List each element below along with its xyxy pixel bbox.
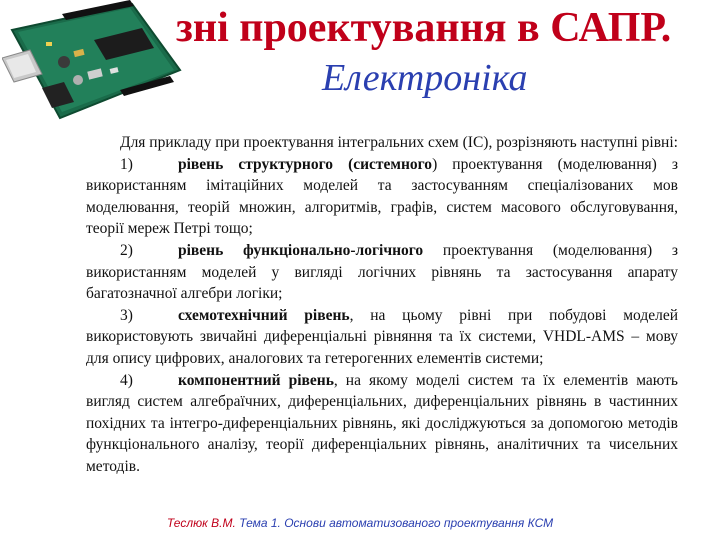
footer-topic-name: Основи автоматизованого проектування КСМ <box>284 516 554 530</box>
item-bold-term: рівень структурного (системного <box>178 155 433 173</box>
item-bold-term: компонентний рівень <box>178 371 334 389</box>
item-bold-term: схемотехнічний рівень <box>178 306 350 324</box>
slide-subtitle: Електроніка <box>322 57 528 99</box>
item-number: 4) <box>120 371 133 389</box>
footer-topic-label: Тема 1. <box>239 516 281 530</box>
intro-paragraph: Для прикладу при проектування інтегральних схем (ІС), розрізняють наступні рівні: <box>120 134 678 151</box>
item-number: 3) <box>120 306 133 324</box>
list-item <box>86 370 678 478</box>
item-text: ) проектування (моделювання) з використанням імітаційних моделей та застосуванням спеціалізованих мов моделювання, теорій множин, алгоритмів, графів, систем масового обслуговування, теорії мереж Петрі тощо; <box>86 155 678 238</box>
item-text: , на цьому рівні при побудові моделей використовують звичайні диференціальні рівняння та їх системи, VHDL-AMS – мову для опису цифрових, аналогових та гетерогенних елементів системи; <box>86 306 679 367</box>
arduino-board-icon <box>2 0 182 122</box>
item-bold-term: рівень функціонально-логічного <box>178 241 424 259</box>
item-number: 2) <box>120 241 133 259</box>
slide-footer <box>0 516 720 530</box>
slide-title: зні проектування в САПР. <box>176 5 672 51</box>
slide-body <box>86 132 678 478</box>
list-item <box>86 154 678 240</box>
list-item <box>86 305 678 370</box>
list-item <box>86 240 678 305</box>
item-number: 1) <box>120 155 133 173</box>
item-text: проектування (моделювання) з використанням моделей у вигляді логічних рівнянь та застосування апарату багатозначної алгебри логіки; <box>86 241 678 303</box>
footer-author: Теслюк В.М. <box>166 516 236 530</box>
item-text: , на якому моделі систем та їх елементів мають вигляд систем алгебраїчних, диференціальних, диференціальних рівнянь в частинних похідних та інтегро-диференціальних рівнянь, які досліджуються за допомогою методів функціонального аналізу, теорії диференціальних рівнянь, аналітичних та чисельних методів. <box>86 371 678 475</box>
